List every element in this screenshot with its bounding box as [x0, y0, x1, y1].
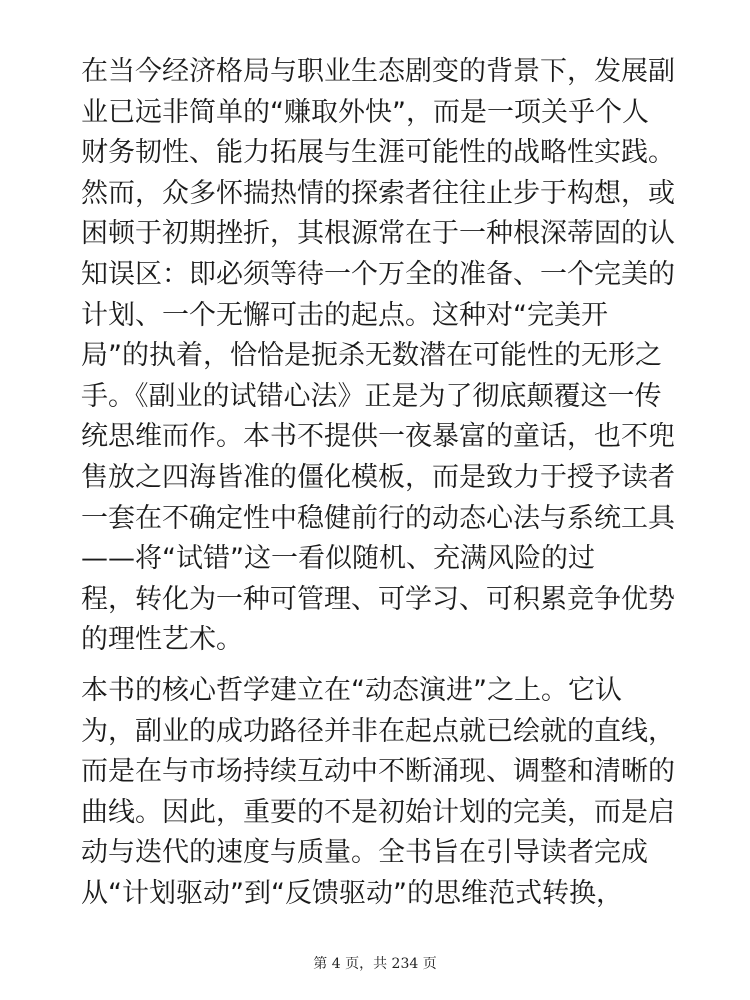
text-line: 然而，众多怀揣热情的探索者往往止步于构想，或 — [81, 177, 675, 209]
paragraph-2 — [81, 671, 675, 915]
text-line: 统思维而作。本书不提供一夜暴富的童话，也不兜 — [81, 421, 675, 453]
text-line: 而是在与市场持续互动中不断涌现、调整和清晰的 — [81, 756, 675, 788]
text-line: 售放之四海皆准的僵化模板，而是致力于授予读者 — [81, 461, 675, 493]
text-line: 曲线。因此，重要的不是初始计划的完美，而是启 — [81, 796, 675, 828]
body-text — [81, 52, 675, 914]
page-number-footer: 第 4 页，共 234 页 — [313, 956, 437, 972]
text-line: ——将“试错”这一看似随机、充满风险的过 — [81, 543, 595, 575]
text-line: 从“计划驱动”到“反馈驱动”的思维范式转换， — [81, 877, 623, 909]
text-line: 业已远非简单的“赚取外快”，而是一项关乎个人 — [81, 96, 649, 128]
text-line: 在当今经济格局与职业生态剧变的背景下，发展副 — [81, 56, 675, 87]
text-line: 困顿于初期挫折，其根源常在于一种根深蒂固的认 — [81, 218, 675, 250]
text-line: 程，转化为一种可管理、可学习、可积累竞争优势 — [81, 583, 675, 615]
text-line: 本书的核心哲学建立在“动态演进”之上。它认 — [81, 674, 622, 706]
text-line: 一套在不确定性中稳健前行的动态心法与系统工具 — [81, 502, 675, 534]
text-line: 手。《副业的试错心法》正是为了彻底颠覆这一传 — [81, 380, 662, 412]
text-line: 计划、一个无懈可击的起点。这种对“完美开 — [81, 299, 608, 331]
text-line: 财务韧性、能力拓展与生涯可能性的战略性实践。 — [81, 137, 675, 169]
text-line: 知误区：即必须等待一个万全的准备、一个完美的 — [81, 258, 675, 290]
text-line: 的理性艺术。 — [81, 624, 243, 656]
text-line: 局”的执着，恰恰是扼杀无数潜在可能性的无形之 — [81, 340, 662, 372]
text-line: 为，副业的成功路径并非在起点就已绘就的直线， — [81, 715, 675, 747]
paragraph-1 — [81, 52, 675, 661]
text-line: 动与迭代的速度与质量。全书旨在引导读者完成 — [81, 837, 648, 869]
